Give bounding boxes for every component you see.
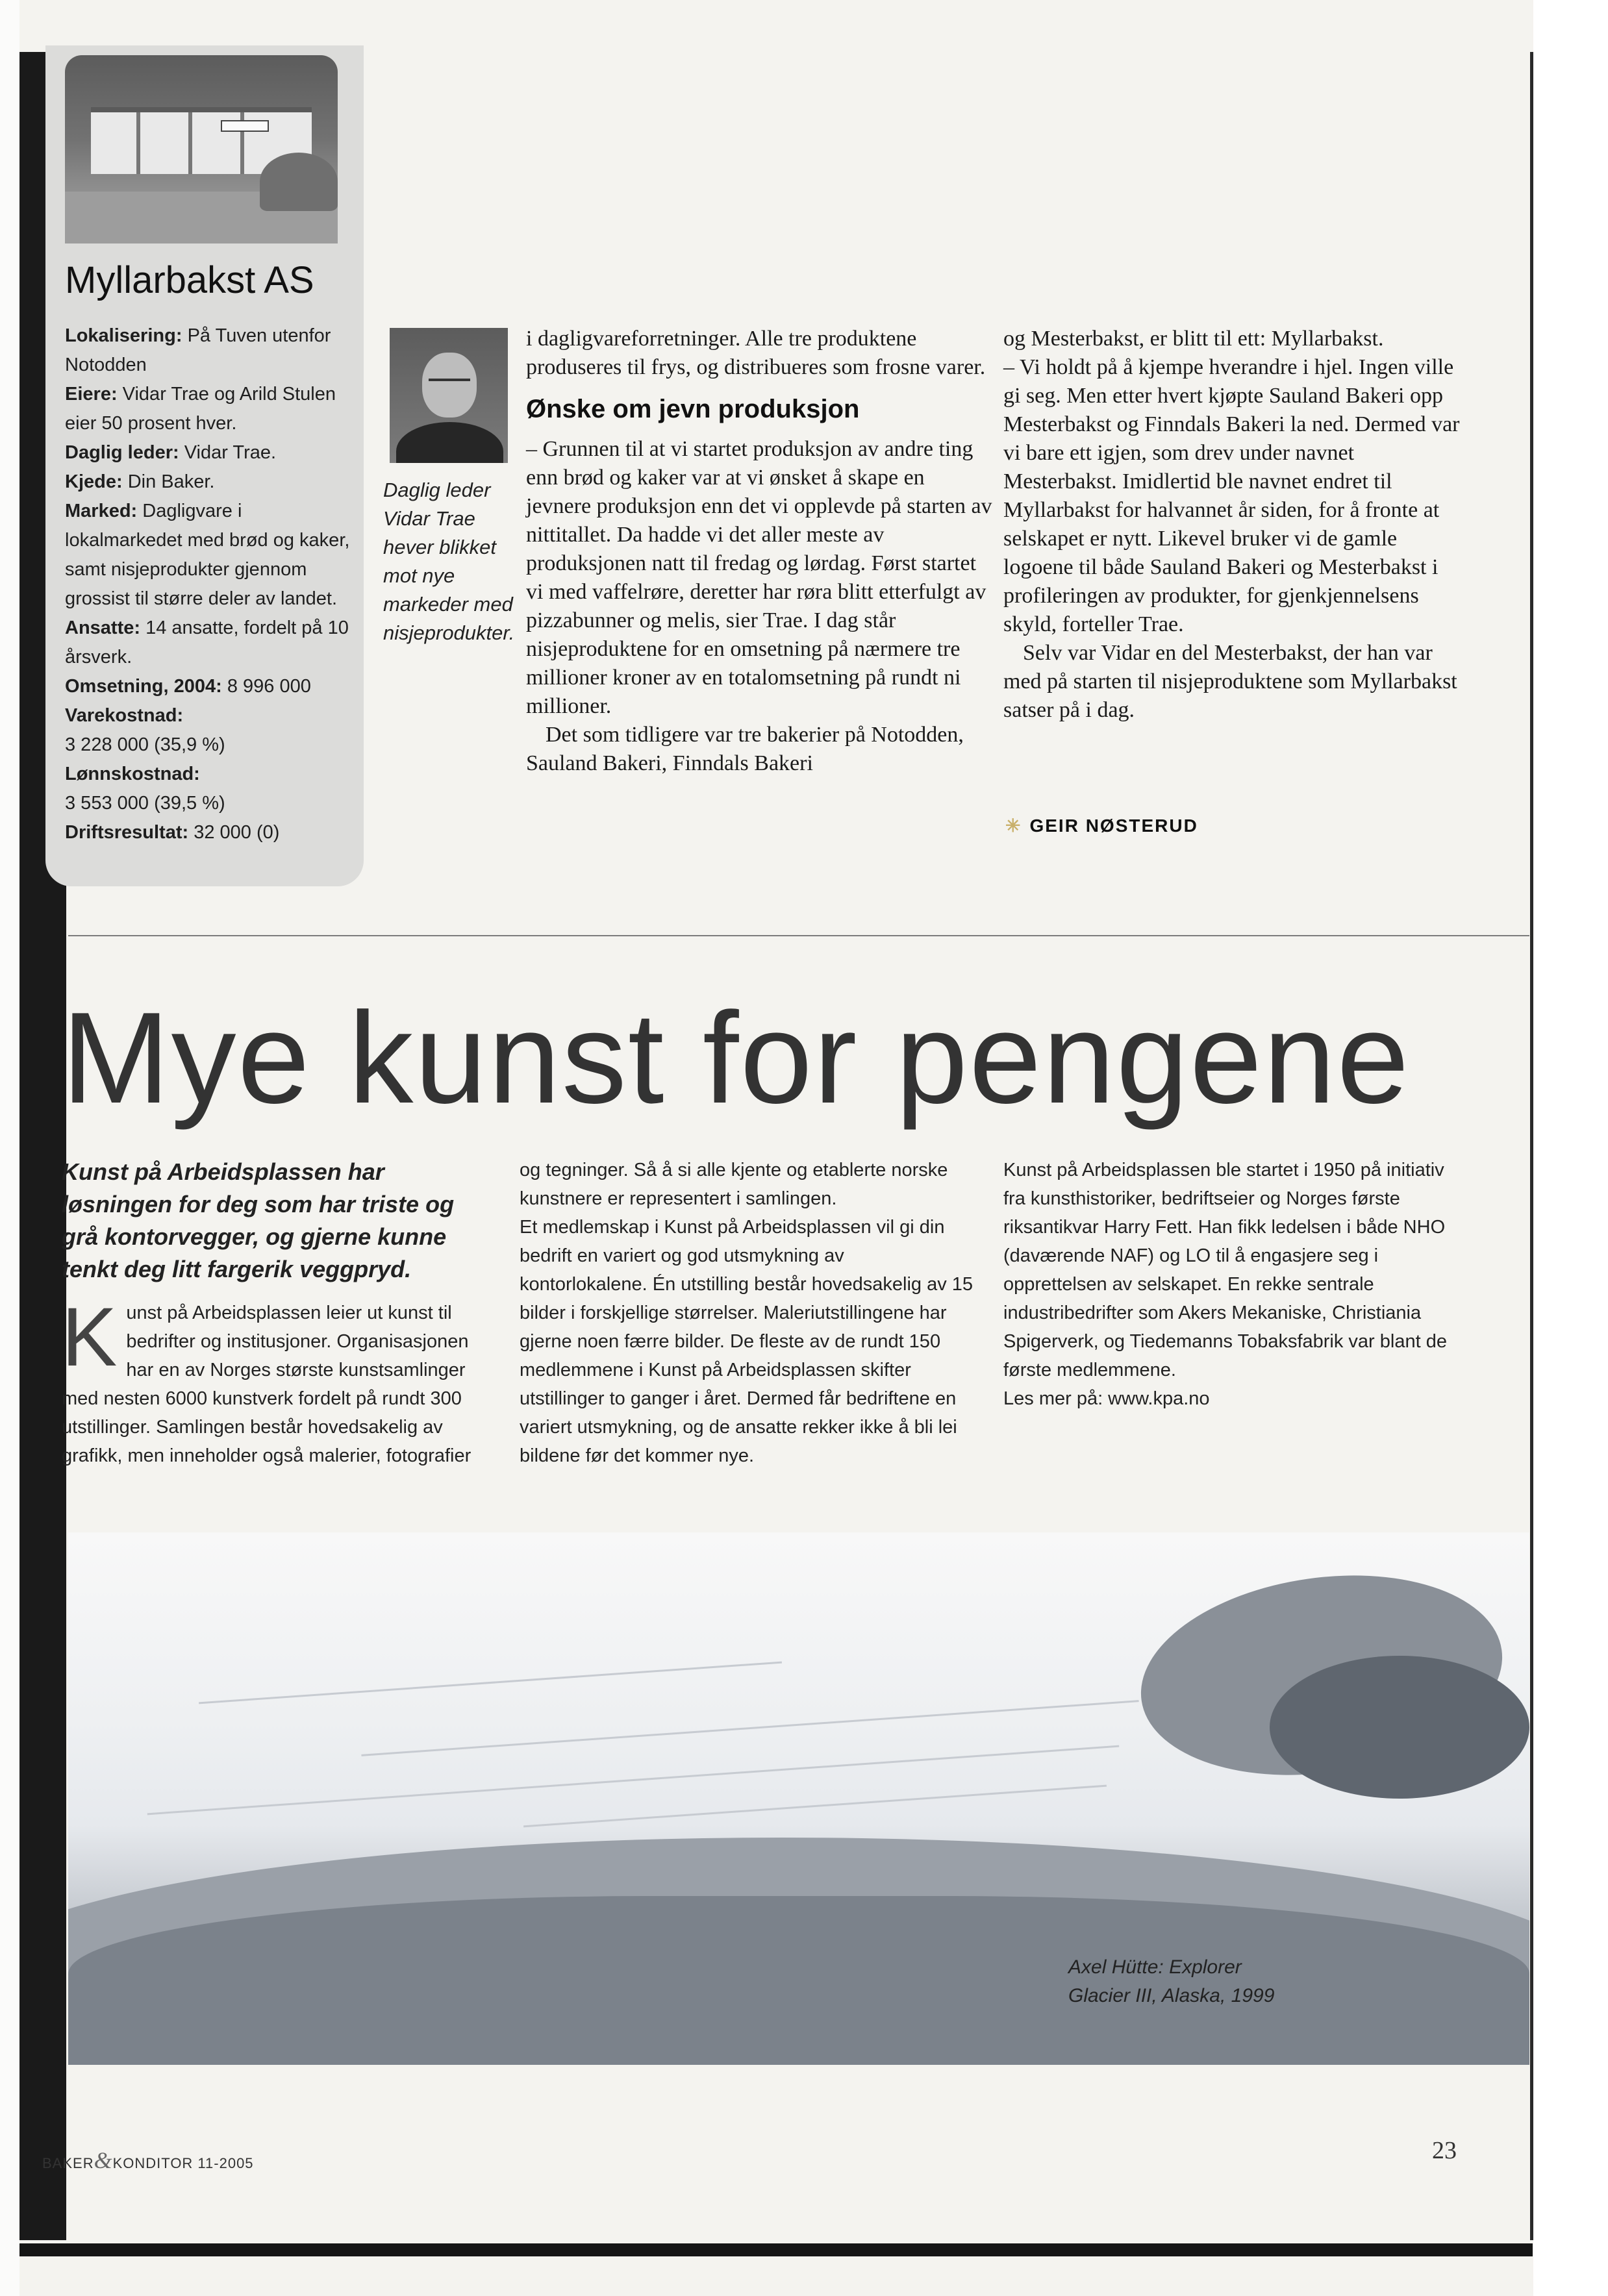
factbox-title: Myllarbakst AS [65,259,314,301]
glacier-photo-caption: Axel Hütte: Explorer Glacier III, Alaska, 1999 [1068,1956,1275,2006]
portrait-caption: Daglig leder Vidar Trae hever blikket mot nye markeder med nisjeprodukter. [383,479,515,644]
article1-paragraph: i dagligvareforretninger. Alle tre produktene produseres til frys, og distribueres som frosne varer. [526,327,986,379]
article1-paragraph: Selv var Vidar en del Mesterbakst, der han var med på starten til nisjeproduktene som Myllarbakst satser på i dag. [1003,641,1457,722]
mountain-rock [1270,1656,1529,1799]
ice-streak [523,1785,1107,1828]
fact-operating-result: Driftsresultat: 32 000 (0) [65,822,280,843]
building-sign [221,120,269,132]
article2-column-2 [520,1156,974,1470]
scan-shadow-bottom [19,2243,1533,2256]
article1-column-1 [526,325,994,778]
portrait-glasses [429,379,470,388]
portrait-body [396,422,503,463]
fact-list [65,321,351,847]
fact-cost-of-goods: Varekostnad: 3 228 000 (35,9 %) [65,705,225,755]
fact-wage-cost: Lønnskostnad: 3 553 000 (39,5 %) [65,764,225,814]
shrub [260,153,338,211]
article1-paragraph: – Grunnen til at vi startet produksjon av andre ting enn brød og kaker var at vi ønsket å skape en jevnere produksjon enn det vi opplevde på starten av nittitallet. Da hadde vi det aller meste av produksjonen natt til fredag og lørdag. Først startet vi med vaffelrøre, deretter har røra blitt etterfulgt av pizzabunner og melis, sier Trae. I dag står nisjeproduktene for en omsetning på nærmere tre millioner kroner av en totalomsetning på rundt ni millioner. [526,437,992,718]
article-divider [68,935,1529,936]
bakery-building-photo [65,55,338,243]
glacier-foreground [68,1896,1529,2065]
fact-market: Marked: Dagligvare i lokalmarkedet med brød og kaker, samt nisjeprodukter gjennom grossist til større deler av landet. [65,501,350,609]
dropcap: K [62,1291,118,1384]
magazine-name: BAKER&KONDITOR 11-2005 [42,2147,254,2173]
article2-paragraph: Et medlemskap i Kunst på Arbeidsplassen vil gi din bedrift en variert og god utsmykning av kontorlokalene. Én utstilling består hovedsakelig av 15 bilder i forskjellige størrelser. Maleriutstillingene har gjerne noen færre bilder. De fleste av de rundt 150 medlemmene i Kunst på Arbeidsplassen skifter utstillinger to ganger i året. Dermed får bedriftene en variert utsmykning, og de ansatte rekker ikke å bli lei bildene før det kommer nye. [520,1217,974,1466]
ice-streak [199,1662,782,1704]
page-edge-right [1533,0,1608,2296]
star-icon: ✳ [1005,816,1022,836]
scan-edge-line [1530,52,1533,2240]
ice-streak [361,1700,1138,1756]
fact-location: Lokalisering: På Tuven utenfor Notodden [65,325,331,375]
article2-column-1 [62,1291,484,1470]
fact-owners: Eiere: Vidar Trae og Arild Stulen eier 50 prosent hver. [65,384,336,434]
glacier-photo [68,1532,1529,2065]
article1-paragraph: – Vi holdt på å kjempe hverandre i hjel. Ingen ville gi seg. Men etter hvert kjøpte Sauland Bakeri opp Mesterbakst og Finndals Bakeri la ned. Dermed var vi bare ett igjen, som drev under navnet Mesterbakst. Imidlertid ble navnet endret til Myllarbakst for halvannet år siden, for å fronte at selskapet er nytt. Likevel bruker vi de gamle logoene til både Sauland Bakeri og Mesterbakst i profileringen av produkter, for gjenkjennelsens skyld, forteller Trae. [1003,355,1460,636]
article2-column-3 [1003,1156,1458,1413]
article2-paragraph: unst på Arbeidsplassen leier ut kunst til bedrifter og institusjoner. Organisasjonen har en av Norges største kunstsamlinger med nesten 6000 kunstverk fordelt på rundt 300 utstillinger. Samlingen består hovedsakelig av grafikk, men inneholder også malerier, fotografier [62,1303,471,1466]
article2-headline: Mye kunst for pengene [62,986,1411,1130]
fact-employees: Ansatte: 14 ansatte, fordelt på 10 årsverk. [65,618,349,668]
article2-paragraph: og tegninger. Så å si alle kjente og etablerte norske kunstnere er representert i samlingen. [520,1160,948,1209]
page-number: 23 [1432,2137,1457,2164]
article1-paragraph: Det som tidligere var tre bakerier på Notodden, Sauland Bakeri, Finndals Bakeri [526,723,964,775]
article2-lead: Kunst på Arbeidsplassen har løsningen for deg som har triste og grå kontorvegger, og gjerne kunne tenkt deg litt fargerik veggpryd. [62,1158,455,1282]
page-edge-left [0,0,19,2296]
article1-column-2 [1003,325,1461,725]
fact-revenue: Omsetning, 2004: 8 996 000 [65,676,311,697]
article1-subhead: Ønske om jevn produksjon [526,395,860,423]
fact-manager: Daglig leder: Vidar Trae. [65,442,277,463]
article2-paragraph: Kunst på Arbeidsplassen ble startet i 1950 på initiativ fra kunsthistoriker, bedriftseier og Norges første riksantikvar Harry Fett. Han fikk ledelsen i både NHO (daværende NAF) og LO til å engasjere seg i opprettelsen av selskapet. En rekke sentrale industribedrifter som Akers Mekaniske, Christiania Spigerverk, og Tiedemanns Tobaksfabrik var blant de første medlemmene. [1003,1160,1447,1380]
portrait-photo [390,328,508,463]
ice-streak [147,1745,1120,1816]
article1-paragraph: og Mesterbakst, er blitt til ett: Myllarbakst. [1003,327,1384,351]
article2-link-line: Les mer på: www.kpa.no [1003,1388,1210,1409]
article1-byline: ✳ GEIR NØSTERUD [1005,816,1198,836]
fact-chain: Kjede: Din Baker. [65,471,215,492]
